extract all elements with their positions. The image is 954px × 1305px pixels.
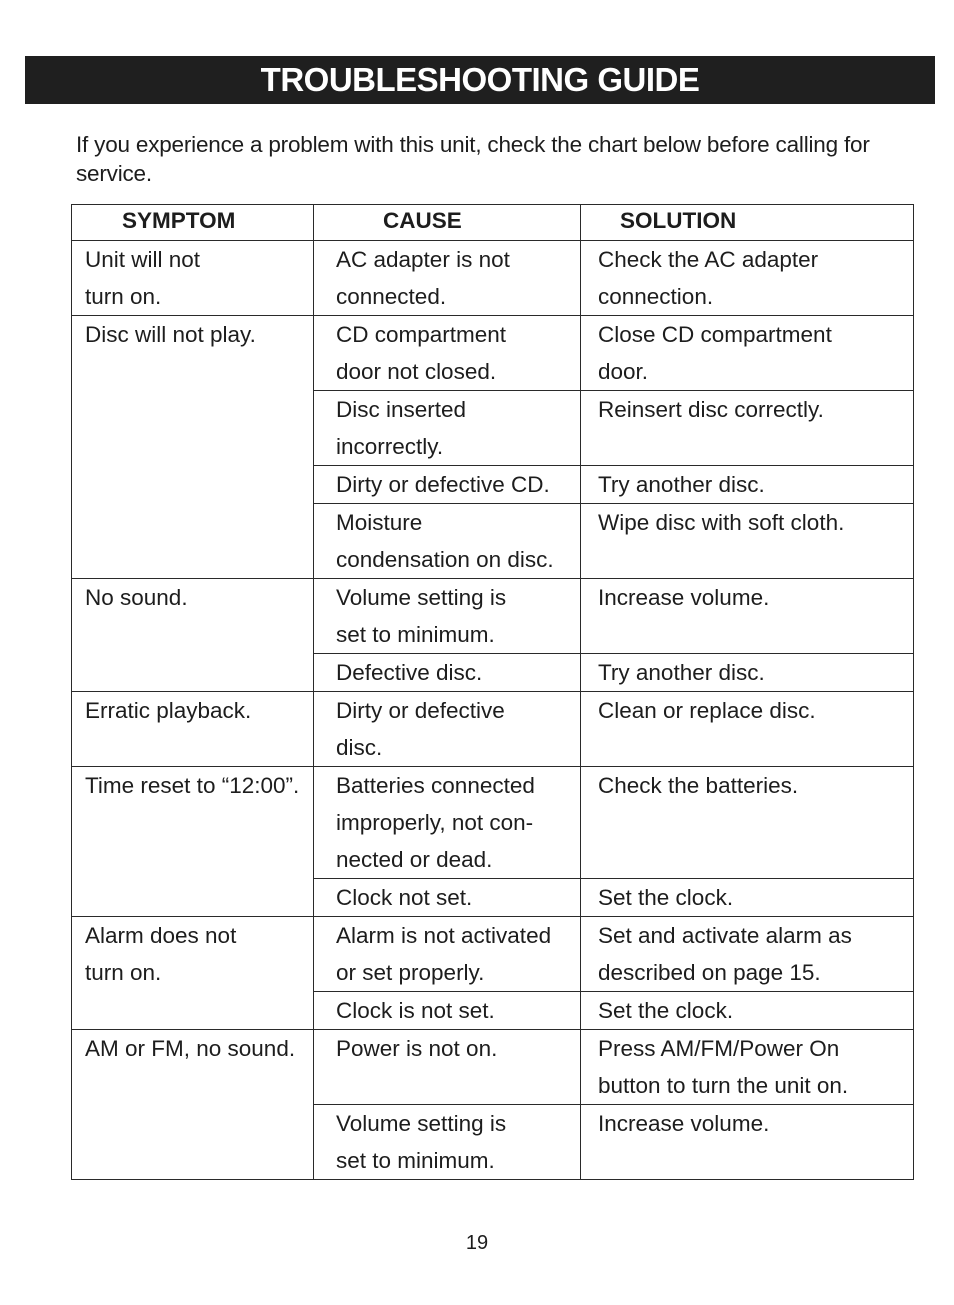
solution-cell: Check the batteries. [581, 767, 914, 879]
symptom-cell: Alarm does not turn on. [72, 917, 314, 1030]
cause-cell: Alarm is not activated or set properly. [314, 917, 581, 992]
cause-cell: Clock is not set. [314, 992, 581, 1030]
symptom-cell: Time reset to “12:00”. [72, 767, 314, 917]
symptom-cell: No sound. [72, 579, 314, 692]
cause-cell: Clock not set. [314, 879, 581, 917]
intro-text: If you experience a problem with this unit, check the chart below before calling for service. [76, 132, 870, 186]
solution-cell: Try another disc. [581, 466, 914, 504]
solution-cell: Set the clock. [581, 879, 914, 917]
solution-cell: Try another disc. [581, 654, 914, 692]
table-row [72, 579, 914, 654]
cause-cell: Volume setting is set to minimum. [314, 1105, 581, 1180]
cause-cell: Dirty or defective CD. [314, 466, 581, 504]
table-row [72, 692, 914, 767]
cause-cell: Batteries connected improperly, not con- nected or dead. [314, 767, 581, 879]
cause-cell: CD compartment door not closed. [314, 316, 581, 391]
table-row [72, 767, 914, 879]
symptom-cell: AM or FM, no sound. [72, 1030, 314, 1180]
solution-cell: Check the AC adapter connection. [581, 241, 914, 316]
symptom-cell: Unit will not turn on. [72, 241, 314, 316]
solution-cell: Press AM/FM/Power On button to turn the unit on. [581, 1030, 914, 1105]
page-title: TROUBLESHOOTING GUIDE [25, 56, 935, 104]
table-row [72, 1030, 914, 1105]
header-solution: SOLUTION [581, 205, 914, 241]
solution-cell: Increase volume. [581, 579, 914, 654]
troubleshooting-table [71, 204, 914, 1180]
cause-cell: Power is not on. [314, 1030, 581, 1105]
header-cause: CAUSE [314, 205, 581, 241]
table-row [72, 241, 914, 316]
solution-cell: Close CD compartment door. [581, 316, 914, 391]
cause-cell: Dirty or defective disc. [314, 692, 581, 767]
cause-cell: AC adapter is not connected. [314, 241, 581, 316]
solution-cell: Increase volume. [581, 1105, 914, 1180]
table-row [72, 917, 914, 992]
solution-cell: Clean or replace disc. [581, 692, 914, 767]
symptom-cell: Erratic playback. [72, 692, 314, 767]
header-symptom: SYMPTOM [72, 205, 314, 241]
cause-cell: Defective disc. [314, 654, 581, 692]
solution-cell: Set and activate alarm as described on page 15. [581, 917, 914, 992]
table-row [72, 316, 914, 391]
cause-cell: Disc inserted incorrectly. [314, 391, 581, 466]
solution-cell: Set the clock. [581, 992, 914, 1030]
cause-cell: Moisture condensation on disc. [314, 504, 581, 579]
table-body [72, 241, 914, 1180]
symptom-cell: Disc will not play. [72, 316, 314, 579]
cause-cell: Volume setting is set to minimum. [314, 579, 581, 654]
table-header-row [72, 205, 914, 241]
solution-cell: Reinsert disc correctly. [581, 391, 914, 466]
solution-cell: Wipe disc with soft cloth. [581, 504, 914, 579]
page-number: 19 [465, 1232, 489, 1254]
